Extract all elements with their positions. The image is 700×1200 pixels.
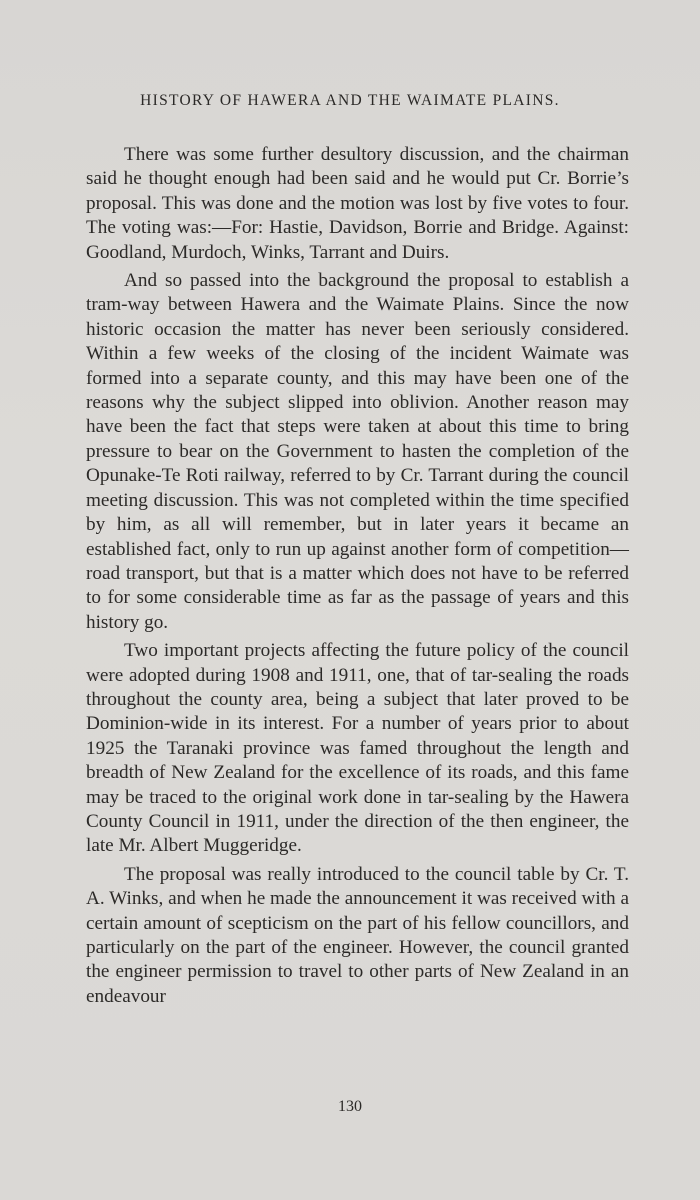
body-text bbox=[86, 143, 629, 1009]
paragraph-2: And so passed into the background the proposal to establish a tram-way between Hawera and the Waimate Plains. Since the now historic occasion the matter has never been seriously considered. Within a few weeks of the closing of the incident Waimate was formed into a separate county, and this may have been one of the reasons why the subject slipped into oblivion. Another reason may have been the fact that steps were taken at about this time to bring pressure to bear on the Government to hasten the completion of the Opunake-Te Roti railway, referred to by Cr. Tarrant during the council meeting discussion. This was not completed within the time specified by him, as all will remember, but in later years it became an established fact, only to run up against another form of competition—road transport, but that is a matter which does not have to be referred to for some considerable time as far as the passage of years and this history go. bbox=[86, 270, 629, 633]
paragraph-1: There was some further desultory discussion, and the chairman said he thought enough had been said and he would put Cr. Borrie’s proposal. This was done and the motion was lost by five votes to four. The voting was:—For: Hastie, Davidson, Borrie and Bridge. Against: Goodland, Murdoch, Winks, Tarrant and Duirs. bbox=[86, 144, 629, 263]
running-head: HISTORY OF HAWERA AND THE WAIMATE PLAINS. bbox=[140, 92, 560, 109]
paragraph-4: The proposal was really introduced to the council table by Cr. T. A. Winks, and when he made the announcement it was received with a certain amount of scepticism on the part of his fellow councillors, and particularly on the part of the engineer. However, the council granted the engineer permission to travel to other parts of New Zealand in an endeavour bbox=[86, 863, 629, 1007]
page-number: 130 bbox=[338, 1098, 362, 1115]
paragraph-3: Two important projects affecting the future policy of the council were adopted during 1908 and 1911, one, that of tar-sealing the roads throughout the county area, being a subject that later proved to be Dominion-wide in its interest. For a number of years prior to about 1925 the Taranaki province was famed throughout the length and breadth of New Zealand for the excellence of its roads, and this fame may be traced to the original work done in tar-sealing by the Hawera County Council in 1911, under the direction of the then engineer, the late Mr. Albert Muggeridge. bbox=[86, 640, 629, 857]
